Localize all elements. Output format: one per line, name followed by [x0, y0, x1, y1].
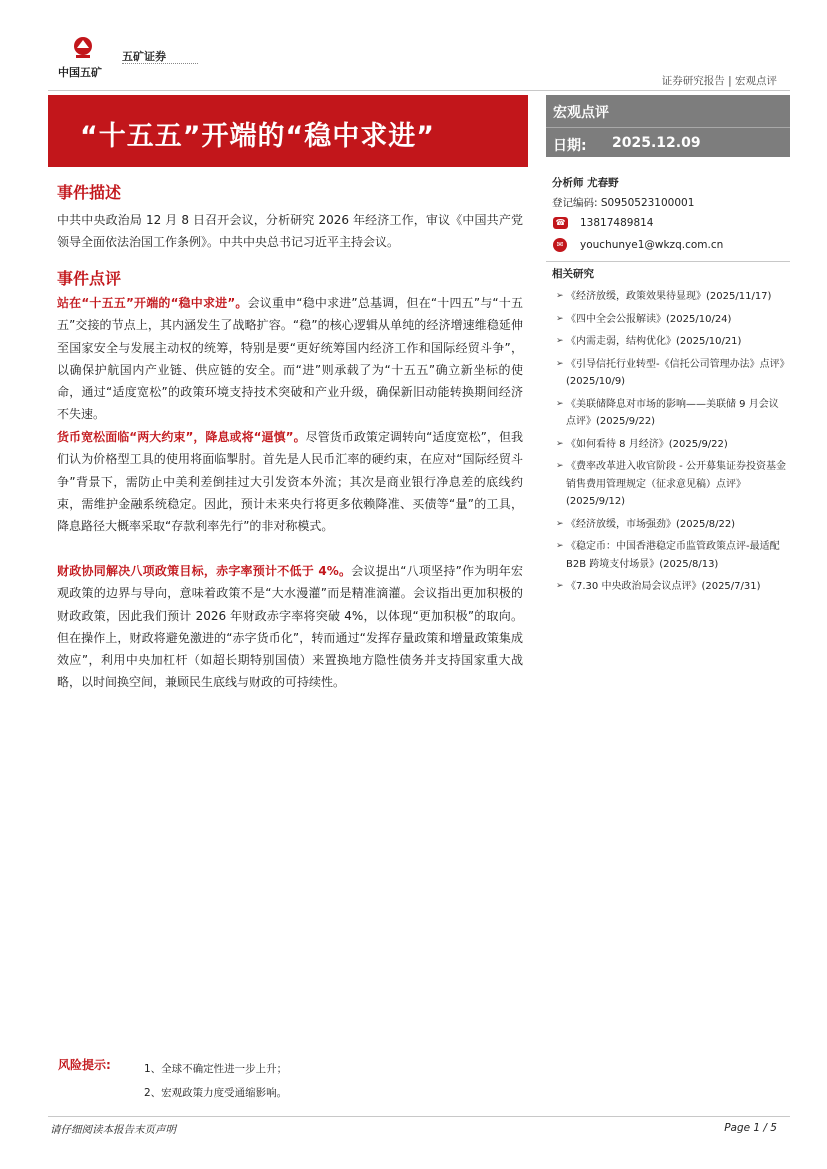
company-logo: [58, 36, 218, 80]
related-research-item[interactable]: ➢ 《经济放缓，政策效果待显现》(2025/11/17): [556, 288, 788, 306]
arrow-bullet-icon: ➢: [556, 518, 564, 529]
comment-paragraph-1: [57, 292, 523, 426]
header-divider: [48, 90, 790, 91]
page-number: Page 1 / 5: [724, 1122, 777, 1134]
event-description-heading: 事件描述: [57, 183, 122, 202]
registration-number: 登记编码: S0950523100001: [552, 197, 695, 209]
date-label: 日期:: [553, 138, 587, 154]
comment-paragraph-2: [57, 426, 523, 537]
risk-list: [144, 1057, 287, 1105]
related-research-heading: 相关研究: [552, 268, 594, 280]
related-research-item[interactable]: ➢ 《稳定币：中国香港稳定币监管政策点评-最适配 B2B 跨境支付场景》(2025/8/13): [556, 538, 788, 573]
related-research-item[interactable]: ➢ 《如何看待 8 月经济》(2025/9/22): [556, 436, 788, 454]
arrow-bullet-icon: ➢: [556, 461, 564, 471]
event-description-text: 中共中央政治局 12 月 8 日召开会议，分析研究 2026 年经济工作，审议《中国共产党领导全面依法治国工作条例》。中共中央总书记习近平主持会议。: [57, 213, 523, 250]
sidebar-divider: [546, 261, 790, 262]
arrow-bullet-icon: ➢: [556, 541, 564, 551]
footer-divider: [48, 1116, 790, 1117]
related-research-item[interactable]: ➢ 《四中全会公报解读》(2025/10/24): [556, 311, 788, 329]
paragraph-lead: 站在“十五五”开端的“稳中求进”。: [57, 296, 248, 310]
arrow-bullet-icon: ➢: [556, 358, 564, 369]
email-icon: ✉: [553, 238, 567, 252]
related-research-item[interactable]: ➢ 《7.30 中央政治局会议点评》(2025/7/31): [556, 578, 788, 596]
analyst-email[interactable]: youchunye1@wkzq.com.cn: [580, 239, 724, 251]
info-box-divider: [546, 127, 790, 128]
logo-divider: [122, 63, 198, 67]
analyst-phone: 13817489814: [580, 217, 654, 229]
related-research-item[interactable]: ➢ 《费率改革进入收官阶段 - 公开募集证券投资基金销售费用管理规定（征求意见稿）点评》(2025/9/12): [556, 458, 788, 511]
arrow-bullet-icon: ➢: [556, 291, 564, 301]
logo-securities-name: 五矿证券: [122, 50, 166, 63]
related-research-item[interactable]: ➢ 《内需走弱，结构优化》(2025/10/21): [556, 333, 788, 351]
related-research-item[interactable]: ➢ 《经济放缓，市场强劲》(2025/8/22): [556, 516, 788, 534]
arrow-bullet-icon: ➢: [556, 313, 564, 324]
minmetals-emblem-icon: [72, 36, 94, 60]
footer-disclaimer: 请仔细阅读本报告末页声明: [50, 1124, 176, 1136]
related-research-list: [556, 288, 788, 601]
arrow-bullet-icon: ➢: [556, 581, 564, 591]
arrow-bullet-icon: ➢: [556, 336, 564, 346]
paragraph-text: 尽管货币政策定调转向“适度宽松”，但我们认为价格型工具的使用将面临掣肘。首先是人民币汇率的硬约束，在应对“国际经贸斗争”背景下，需防止中美利差倒挂过大引发资本外流；其次是商业银行净息差的底线约束，需维护金融系统稳定。因此，预计未来央行将更多依赖降准、买债等“量”的工具，降息路径大概率采取“存款利率先行”的非对称模式。: [57, 430, 523, 534]
report-date: 2025.12.09: [612, 135, 701, 151]
risk-warning-label: 风险提示:: [58, 1058, 111, 1072]
risk-item: 1、全球不确定性进一步上升；: [144, 1063, 288, 1075]
paragraph-lead: 财政协同解决八项政策目标，赤字率预计不低于 4%。: [57, 564, 352, 578]
analyst-name: 分析师 尤春野: [552, 177, 619, 189]
arrow-bullet-icon: ➢: [556, 398, 564, 409]
report-type: 宏观点评: [553, 105, 609, 121]
paragraph-text: 会议重申“稳中求进”总基调，但在“十四五”与“十五五”交接的节点上，其内涵发生了战略扩容。“稳”的核心逻辑从单纯的经济增速维稳延伸至国家安全与发展主动权的统筹，特别是要“更好统筹国内经济工作和国际经贸斗争”，以确保护航国内产业链、供应链的安全。而“进”则承载了为“十五五”确立新坐标的使命，通过“适度宽松”的政策环境支持技术突破和产业升级，确保新旧动能转换期间经济不失速。: [57, 296, 523, 422]
event-comment-heading: 事件点评: [57, 269, 122, 288]
paragraph-lead: 货币宽松面临“两大约束”，降息或将“逼慎”。: [57, 430, 306, 444]
risk-item: 2、宏观政策力度受通缩影响。: [144, 1087, 288, 1099]
paragraph-text: 会议提出“八项坚持”作为明年宏观政策的边界与导向，意味着政策不是“大水漫灌”而是精准滴灌。会议指出更加积极的财政政策，因此我们预计 2026 年财政赤字率将突破 4%，以体现“更加积极”的取向。但在操作上，财政将避免激进的“赤字货币化”，转而通过“发挥存量政策和增量政策集成效应”，利用中央加杠杆（如超长期特别国债）来置换地方隐性债务并支持国家重大战略，以时间换空间，兼顾民生底线与财政的可持续性。: [57, 564, 524, 690]
related-research-item[interactable]: ➢ 《美联储降息对市场的影响——美联储 9 月会议点评》(2025/9/22): [556, 396, 788, 431]
logo-group-name: 中国五矿: [58, 66, 102, 79]
page-title: “十五五”开端的“稳中求进”: [80, 121, 435, 152]
related-research-item[interactable]: ➢ 《引导信托行业转型-《信托公司管理办法》点评》(2025/10/9): [556, 356, 788, 391]
arrow-bullet-icon: ➢: [556, 438, 564, 449]
phone-icon: ☎: [553, 217, 568, 229]
comment-paragraph-3: [57, 560, 523, 694]
report-category: 证券研究报告 | 宏观点评: [661, 75, 777, 87]
